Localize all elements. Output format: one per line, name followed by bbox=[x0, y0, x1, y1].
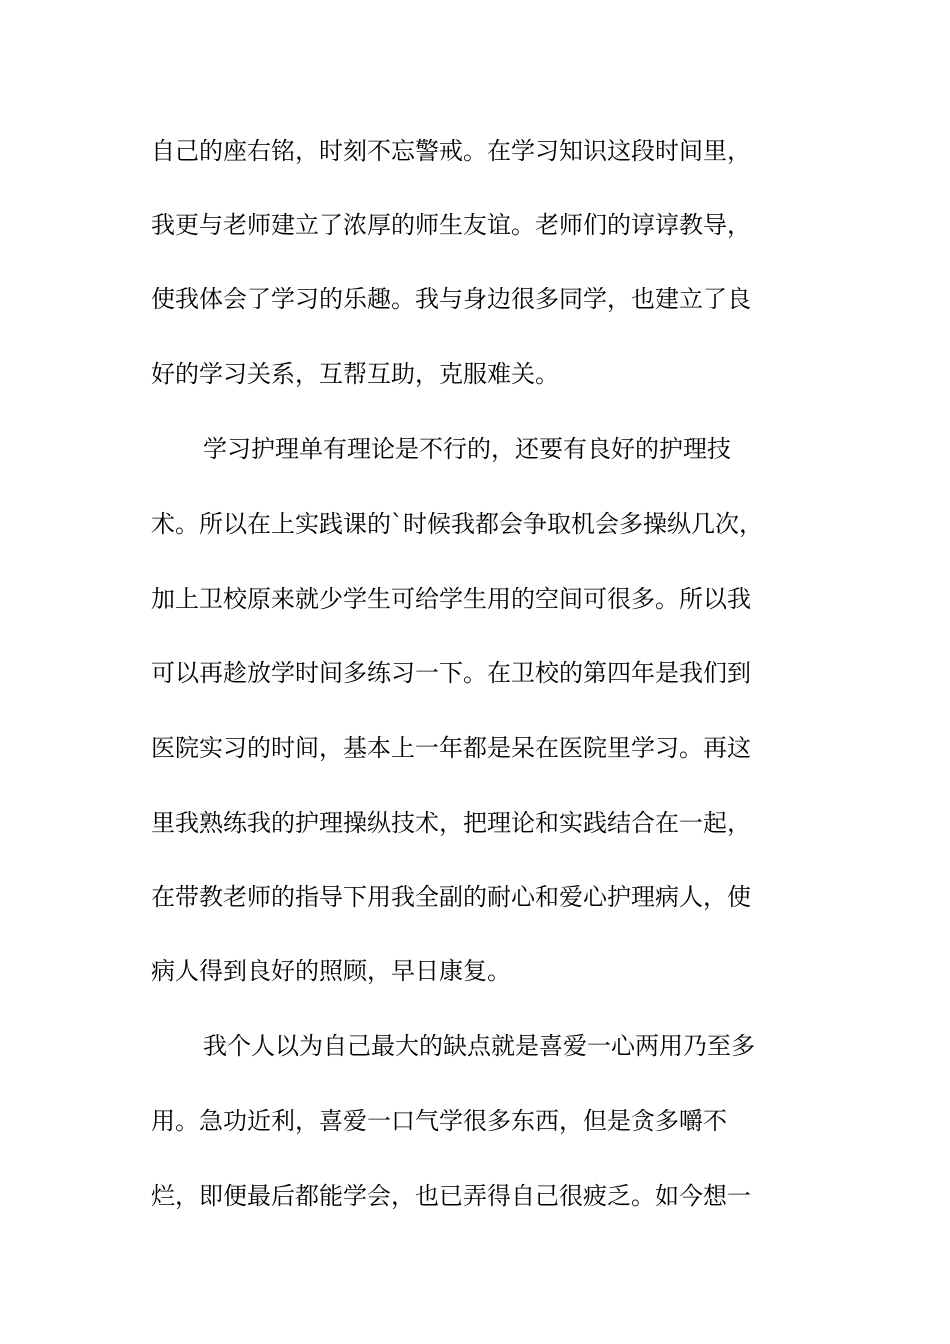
text-line-5: 学习护理单有理论是不行的，还要有良好的护理技 bbox=[203, 435, 731, 463]
text-line-7: 加上卫校原来就少学生可给学生用的空间可很多。所以我 bbox=[151, 585, 751, 613]
text-line-15: 烂，即便最后都能学会，也已弄得自己很疲乏。如今想一 bbox=[151, 1182, 751, 1210]
text-line-3: 使我体会了学习的乐趣。我与身边很多同学，也建立了良 bbox=[151, 285, 751, 313]
text-line-10: 里我熟练我的护理操纵技术，把理论和实践结合在一起， bbox=[151, 809, 751, 837]
text-line-13: 我个人以为自己最大的缺点就是喜爱一心两用乃至多 bbox=[203, 1032, 755, 1060]
text-line-4: 好的学习关系，互帮互助，克服难关。 bbox=[151, 360, 559, 388]
text-line-12: 病人得到良好的照顾，早日康复。 bbox=[151, 957, 511, 985]
text-line-11: 在带教老师的指导下用我全副的耐心和爱心护理病人，使 bbox=[151, 883, 751, 911]
text-line-1: 自己的座右铭，时刻不忘警戒。在学习知识这段时间里， bbox=[151, 137, 751, 165]
text-line-14: 用。急功近利，喜爱一口气学很多东西，但是贪多嚼不 bbox=[151, 1107, 727, 1135]
text-line-6: 术。所以在上实践课的`时候我都会争取机会多操纵几次， bbox=[151, 510, 763, 538]
text-line-9: 医院实习的时间，基本上一年都是呆在医院里学习。再这 bbox=[151, 734, 751, 762]
text-line-8: 可以再趁放学时间多练习一下。在卫校的第四年是我们到 bbox=[151, 659, 751, 687]
text-line-2: 我更与老师建立了浓厚的师生友谊。老师们的谆谆教导， bbox=[151, 211, 751, 239]
